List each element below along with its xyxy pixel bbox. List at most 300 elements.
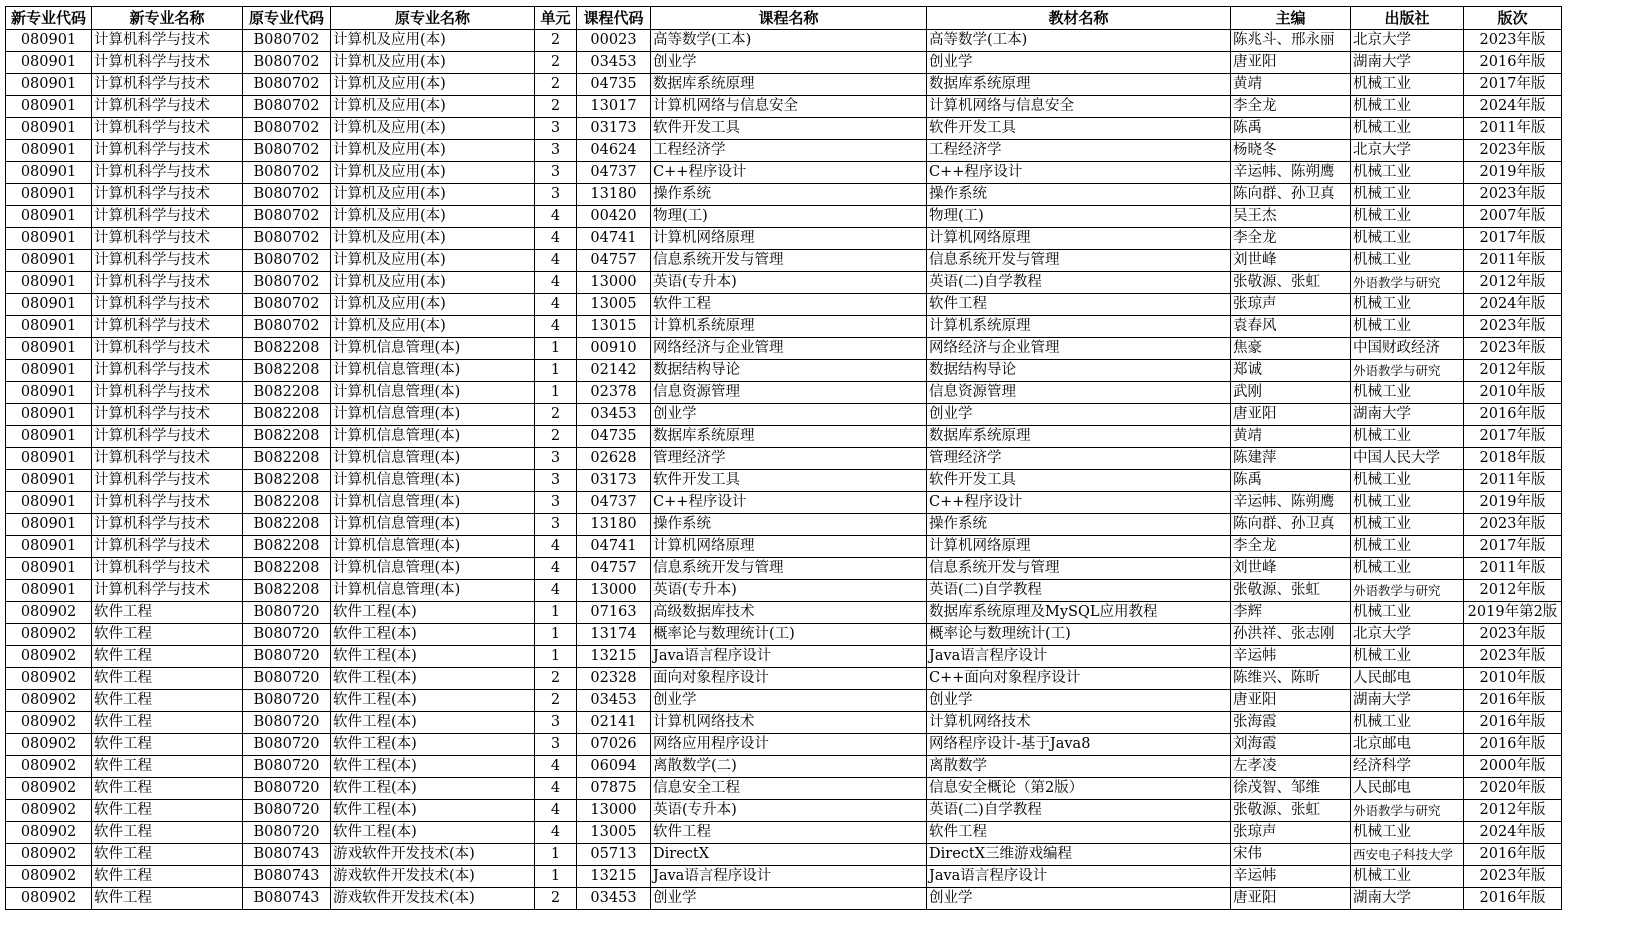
cell-course-code: 02628 xyxy=(577,448,651,470)
cell-old-major-name: 计算机信息管理(本) xyxy=(331,558,535,580)
cell-unit: 4 xyxy=(535,800,577,822)
cell-unit: 4 xyxy=(535,778,577,800)
table-row xyxy=(6,52,1562,74)
cell-unit: 4 xyxy=(535,756,577,778)
cell-publisher: 北京邮电 xyxy=(1351,734,1464,756)
table-row xyxy=(6,514,1562,536)
cell-new-major-name: 软件工程 xyxy=(92,690,243,712)
cell-unit: 2 xyxy=(535,52,577,74)
cell-unit: 3 xyxy=(535,734,577,756)
cell-textbook-name: 软件工程 xyxy=(927,294,1231,316)
cell-old-major-code: B080720 xyxy=(243,690,331,712)
cell-old-major-code: B082208 xyxy=(243,470,331,492)
table-row xyxy=(6,316,1562,338)
cell-course-name: 管理经济学 xyxy=(651,448,927,470)
table-row xyxy=(6,602,1562,624)
cell-old-major-code: B080743 xyxy=(243,866,331,888)
cell-new-major-code: 080901 xyxy=(6,228,92,250)
cell-course-name: 网络经济与企业管理 xyxy=(651,338,927,360)
cell-course-name: 面向对象程序设计 xyxy=(651,668,927,690)
table-row xyxy=(6,690,1562,712)
cell-new-major-code: 080901 xyxy=(6,30,92,52)
cell-textbook-name: 创业学 xyxy=(927,52,1231,74)
cell-course-name: 计算机网络原理 xyxy=(651,228,927,250)
cell-new-major-name: 计算机科学与技术 xyxy=(92,52,243,74)
cell-edition: 2007年版 xyxy=(1464,206,1562,228)
header-course-code: 课程代码 xyxy=(577,7,651,30)
cell-publisher: 西安电子科技大学 xyxy=(1351,844,1464,866)
cell-old-major-name: 软件工程(本) xyxy=(331,712,535,734)
cell-old-major-name: 游戏软件开发技术(本) xyxy=(331,866,535,888)
table-row xyxy=(6,272,1562,294)
cell-textbook-name: 计算机网络技术 xyxy=(927,712,1231,734)
cell-course-code: 13180 xyxy=(577,514,651,536)
cell-publisher: 机械工业 xyxy=(1351,228,1464,250)
cell-new-major-name: 计算机科学与技术 xyxy=(92,184,243,206)
cell-old-major-code: B080702 xyxy=(243,74,331,96)
cell-course-name: 操作系统 xyxy=(651,184,927,206)
cell-new-major-name: 计算机科学与技术 xyxy=(92,536,243,558)
cell-course-code: 07875 xyxy=(577,778,651,800)
cell-unit: 3 xyxy=(535,448,577,470)
cell-new-major-name: 计算机科学与技术 xyxy=(92,448,243,470)
table-row xyxy=(6,162,1562,184)
cell-new-major-code: 080901 xyxy=(6,470,92,492)
cell-old-major-name: 计算机及应用(本) xyxy=(331,74,535,96)
cell-old-major-code: B080720 xyxy=(243,602,331,624)
table-row xyxy=(6,470,1562,492)
cell-course-code: 00910 xyxy=(577,338,651,360)
cell-new-major-code: 080902 xyxy=(6,822,92,844)
cell-old-major-name: 计算机及应用(本) xyxy=(331,184,535,206)
cell-edition: 2016年版 xyxy=(1464,690,1562,712)
cell-old-major-name: 软件工程(本) xyxy=(331,668,535,690)
header-publisher: 出版社 xyxy=(1351,7,1464,30)
cell-editor: 唐亚阳 xyxy=(1231,690,1351,712)
cell-editor: 宋伟 xyxy=(1231,844,1351,866)
cell-new-major-name: 计算机科学与技术 xyxy=(92,426,243,448)
cell-course-code: 03173 xyxy=(577,470,651,492)
cell-course-name: 创业学 xyxy=(651,52,927,74)
cell-editor: 辛运帏 xyxy=(1231,646,1351,668)
cell-course-code: 03453 xyxy=(577,52,651,74)
cell-textbook-name: 概率论与数理统计(工) xyxy=(927,624,1231,646)
cell-publisher: 机械工业 xyxy=(1351,646,1464,668)
cell-editor: 张敬源、张虹 xyxy=(1231,272,1351,294)
cell-course-name: C++程序设计 xyxy=(651,162,927,184)
table-row xyxy=(6,228,1562,250)
cell-course-name: Java语言程序设计 xyxy=(651,866,927,888)
cell-new-major-code: 080902 xyxy=(6,756,92,778)
cell-new-major-name: 计算机科学与技术 xyxy=(92,514,243,536)
cell-edition: 2023年版 xyxy=(1464,338,1562,360)
cell-unit: 3 xyxy=(535,162,577,184)
cell-editor: 陈禹 xyxy=(1231,118,1351,140)
cell-old-major-name: 计算机信息管理(本) xyxy=(331,360,535,382)
cell-old-major-code: B080720 xyxy=(243,668,331,690)
cell-course-code: 13174 xyxy=(577,624,651,646)
table-row xyxy=(6,646,1562,668)
cell-editor: 刘世峰 xyxy=(1231,558,1351,580)
cell-new-major-name: 软件工程 xyxy=(92,712,243,734)
table-row xyxy=(6,30,1562,52)
cell-old-major-code: B082208 xyxy=(243,382,331,404)
cell-new-major-code: 080901 xyxy=(6,492,92,514)
cell-new-major-name: 软件工程 xyxy=(92,844,243,866)
cell-editor: 孙洪祥、张志刚 xyxy=(1231,624,1351,646)
cell-editor: 唐亚阳 xyxy=(1231,52,1351,74)
cell-new-major-name: 计算机科学与技术 xyxy=(92,74,243,96)
cell-new-major-code: 080902 xyxy=(6,624,92,646)
cell-edition: 2023年版 xyxy=(1464,866,1562,888)
cell-editor: 李全龙 xyxy=(1231,96,1351,118)
cell-old-major-name: 计算机及应用(本) xyxy=(331,140,535,162)
cell-old-major-name: 软件工程(本) xyxy=(331,734,535,756)
cell-editor: 焦豪 xyxy=(1231,338,1351,360)
cell-course-name: 信息安全工程 xyxy=(651,778,927,800)
cell-editor: 陈维兴、陈昕 xyxy=(1231,668,1351,690)
cell-edition: 2016年版 xyxy=(1464,888,1562,910)
cell-edition: 2010年版 xyxy=(1464,668,1562,690)
cell-unit: 2 xyxy=(535,668,577,690)
cell-course-code: 03453 xyxy=(577,888,651,910)
cell-textbook-name: 计算机网络原理 xyxy=(927,228,1231,250)
cell-edition: 2012年版 xyxy=(1464,272,1562,294)
cell-textbook-name: 离散数学 xyxy=(927,756,1231,778)
cell-new-major-name: 计算机科学与技术 xyxy=(92,580,243,602)
table-row xyxy=(6,734,1562,756)
cell-publisher: 湖南大学 xyxy=(1351,404,1464,426)
cell-course-code: 02328 xyxy=(577,668,651,690)
cell-unit: 2 xyxy=(535,74,577,96)
cell-editor: 左孝凌 xyxy=(1231,756,1351,778)
header-edition: 版次 xyxy=(1464,7,1562,30)
cell-editor: 李全龙 xyxy=(1231,536,1351,558)
table-row xyxy=(6,206,1562,228)
cell-course-code: 04735 xyxy=(577,426,651,448)
cell-unit: 2 xyxy=(535,888,577,910)
cell-course-code: 04737 xyxy=(577,492,651,514)
cell-old-major-name: 计算机信息管理(本) xyxy=(331,338,535,360)
cell-publisher: 湖南大学 xyxy=(1351,52,1464,74)
cell-editor: 杨晓冬 xyxy=(1231,140,1351,162)
cell-course-code: 06094 xyxy=(577,756,651,778)
cell-course-code: 13215 xyxy=(577,646,651,668)
cell-new-major-name: 软件工程 xyxy=(92,866,243,888)
cell-course-name: 高等数学(工本) xyxy=(651,30,927,52)
cell-publisher: 外语教学与研究 xyxy=(1351,360,1464,382)
cell-publisher: 机械工业 xyxy=(1351,470,1464,492)
cell-new-major-code: 080902 xyxy=(6,712,92,734)
table-row xyxy=(6,404,1562,426)
cell-old-major-code: B080702 xyxy=(243,250,331,272)
cell-edition: 2012年版 xyxy=(1464,800,1562,822)
cell-new-major-name: 计算机科学与技术 xyxy=(92,316,243,338)
cell-old-major-code: B080720 xyxy=(243,800,331,822)
cell-unit: 2 xyxy=(535,96,577,118)
cell-publisher: 机械工业 xyxy=(1351,206,1464,228)
cell-edition: 2016年版 xyxy=(1464,52,1562,74)
cell-new-major-code: 080902 xyxy=(6,690,92,712)
cell-editor: 吴王杰 xyxy=(1231,206,1351,228)
cell-editor: 李辉 xyxy=(1231,602,1351,624)
cell-course-name: 软件工程 xyxy=(651,294,927,316)
cell-editor: 陈建萍 xyxy=(1231,448,1351,470)
cell-textbook-name: 创业学 xyxy=(927,888,1231,910)
cell-edition: 2023年版 xyxy=(1464,30,1562,52)
cell-course-name: 英语(专升本) xyxy=(651,580,927,602)
cell-textbook-name: 工程经济学 xyxy=(927,140,1231,162)
cell-edition: 2017年版 xyxy=(1464,228,1562,250)
cell-new-major-code: 080902 xyxy=(6,888,92,910)
cell-editor: 刘海霞 xyxy=(1231,734,1351,756)
table-row xyxy=(6,184,1562,206)
table-row xyxy=(6,624,1562,646)
cell-unit: 3 xyxy=(535,118,577,140)
header-new-major-code: 新专业代码 xyxy=(6,7,92,30)
cell-publisher: 机械工业 xyxy=(1351,492,1464,514)
cell-editor: 唐亚阳 xyxy=(1231,404,1351,426)
table-row xyxy=(6,74,1562,96)
header-textbook-name: 教材名称 xyxy=(927,7,1231,30)
cell-new-major-name: 计算机科学与技术 xyxy=(92,272,243,294)
cell-unit: 2 xyxy=(535,404,577,426)
cell-course-code: 04757 xyxy=(577,558,651,580)
cell-edition: 2018年版 xyxy=(1464,448,1562,470)
cell-new-major-name: 计算机科学与技术 xyxy=(92,96,243,118)
cell-new-major-code: 080901 xyxy=(6,74,92,96)
cell-textbook-name: 英语(二)自学教程 xyxy=(927,580,1231,602)
cell-editor: 武刚 xyxy=(1231,382,1351,404)
cell-old-major-name: 软件工程(本) xyxy=(331,602,535,624)
cell-new-major-code: 080901 xyxy=(6,338,92,360)
cell-old-major-name: 计算机及应用(本) xyxy=(331,52,535,74)
cell-publisher: 机械工业 xyxy=(1351,316,1464,338)
cell-unit: 4 xyxy=(535,294,577,316)
cell-editor: 张海霞 xyxy=(1231,712,1351,734)
cell-unit: 1 xyxy=(535,382,577,404)
cell-course-code: 07026 xyxy=(577,734,651,756)
cell-new-major-name: 软件工程 xyxy=(92,800,243,822)
cell-new-major-code: 080901 xyxy=(6,162,92,184)
cell-textbook-name: 英语(二)自学教程 xyxy=(927,800,1231,822)
cell-course-name: 计算机网络技术 xyxy=(651,712,927,734)
cell-publisher: 机械工业 xyxy=(1351,822,1464,844)
cell-textbook-name: Java语言程序设计 xyxy=(927,866,1231,888)
cell-publisher: 机械工业 xyxy=(1351,382,1464,404)
cell-new-major-name: 软件工程 xyxy=(92,888,243,910)
table-row xyxy=(6,778,1562,800)
cell-unit: 1 xyxy=(535,624,577,646)
table-row xyxy=(6,250,1562,272)
cell-old-major-code: B080720 xyxy=(243,734,331,756)
cell-course-name: 英语(专升本) xyxy=(651,800,927,822)
cell-course-name: 软件开发工具 xyxy=(651,118,927,140)
cell-old-major-name: 计算机信息管理(本) xyxy=(331,382,535,404)
cell-old-major-name: 计算机及应用(本) xyxy=(331,228,535,250)
cell-old-major-code: B080702 xyxy=(243,118,331,140)
cell-course-name: 计算机网络与信息安全 xyxy=(651,96,927,118)
textbook-table xyxy=(5,6,1562,910)
cell-new-major-name: 软件工程 xyxy=(92,624,243,646)
cell-course-name: 物理(工) xyxy=(651,206,927,228)
header-row xyxy=(6,7,1562,30)
table-row xyxy=(6,118,1562,140)
cell-course-name: 创业学 xyxy=(651,690,927,712)
cell-course-name: 信息资源管理 xyxy=(651,382,927,404)
cell-textbook-name: DirectX三维游戏编程 xyxy=(927,844,1231,866)
cell-publisher: 机械工业 xyxy=(1351,74,1464,96)
cell-edition: 2019年第2版 xyxy=(1464,602,1562,624)
cell-editor: 徐茂智、邹维 xyxy=(1231,778,1351,800)
cell-new-major-code: 080902 xyxy=(6,844,92,866)
cell-publisher: 机械工业 xyxy=(1351,712,1464,734)
cell-course-code: 04624 xyxy=(577,140,651,162)
cell-course-name: 创业学 xyxy=(651,404,927,426)
cell-edition: 2012年版 xyxy=(1464,360,1562,382)
cell-new-major-name: 软件工程 xyxy=(92,668,243,690)
cell-unit: 4 xyxy=(535,316,577,338)
cell-textbook-name: 信息系统开发与管理 xyxy=(927,250,1231,272)
cell-course-code: 02142 xyxy=(577,360,651,382)
cell-new-major-code: 080902 xyxy=(6,668,92,690)
cell-textbook-name: 信息安全概论（第2版） xyxy=(927,778,1231,800)
cell-old-major-code: B080702 xyxy=(243,52,331,74)
cell-unit: 3 xyxy=(535,712,577,734)
cell-unit: 3 xyxy=(535,492,577,514)
cell-edition: 2023年版 xyxy=(1464,624,1562,646)
cell-publisher: 机械工业 xyxy=(1351,162,1464,184)
cell-editor: 陈向群、孙卫真 xyxy=(1231,514,1351,536)
table-row xyxy=(6,800,1562,822)
cell-textbook-name: 创业学 xyxy=(927,404,1231,426)
cell-course-name: 离散数学(二) xyxy=(651,756,927,778)
cell-edition: 2011年版 xyxy=(1464,118,1562,140)
table-row xyxy=(6,426,1562,448)
cell-publisher: 北京大学 xyxy=(1351,140,1464,162)
cell-edition: 2011年版 xyxy=(1464,558,1562,580)
cell-old-major-name: 计算机及应用(本) xyxy=(331,118,535,140)
cell-new-major-code: 080901 xyxy=(6,294,92,316)
cell-new-major-code: 080901 xyxy=(6,426,92,448)
cell-textbook-name: 操作系统 xyxy=(927,514,1231,536)
cell-edition: 2023年版 xyxy=(1464,316,1562,338)
cell-course-code: 13015 xyxy=(577,316,651,338)
cell-old-major-name: 软件工程(本) xyxy=(331,800,535,822)
cell-textbook-name: C++程序设计 xyxy=(927,492,1231,514)
cell-edition: 2012年版 xyxy=(1464,580,1562,602)
cell-publisher: 机械工业 xyxy=(1351,96,1464,118)
cell-old-major-code: B082208 xyxy=(243,536,331,558)
cell-textbook-name: 操作系统 xyxy=(927,184,1231,206)
cell-old-major-name: 计算机及应用(本) xyxy=(331,272,535,294)
cell-publisher: 机械工业 xyxy=(1351,558,1464,580)
cell-publisher: 外语教学与研究 xyxy=(1351,800,1464,822)
cell-course-name: 网络应用程序设计 xyxy=(651,734,927,756)
cell-new-major-name: 软件工程 xyxy=(92,778,243,800)
cell-old-major-code: B082208 xyxy=(243,514,331,536)
cell-new-major-code: 080901 xyxy=(6,382,92,404)
table-row xyxy=(6,558,1562,580)
cell-old-major-code: B080702 xyxy=(243,228,331,250)
cell-unit: 1 xyxy=(535,602,577,624)
cell-course-name: 概率论与数理统计(工) xyxy=(651,624,927,646)
cell-course-name: 信息系统开发与管理 xyxy=(651,250,927,272)
cell-new-major-code: 080901 xyxy=(6,206,92,228)
cell-unit: 3 xyxy=(535,184,577,206)
cell-new-major-name: 计算机科学与技术 xyxy=(92,382,243,404)
cell-textbook-name: 软件开发工具 xyxy=(927,118,1231,140)
cell-course-code: 13215 xyxy=(577,866,651,888)
cell-textbook-name: 数据库系统原理及MySQL应用教程 xyxy=(927,602,1231,624)
cell-old-major-name: 软件工程(本) xyxy=(331,822,535,844)
cell-new-major-code: 080902 xyxy=(6,800,92,822)
cell-unit: 1 xyxy=(535,338,577,360)
cell-publisher: 经济科学 xyxy=(1351,756,1464,778)
cell-new-major-name: 计算机科学与技术 xyxy=(92,206,243,228)
header-unit: 单元 xyxy=(535,7,577,30)
cell-unit: 1 xyxy=(535,866,577,888)
cell-publisher: 外语教学与研究 xyxy=(1351,580,1464,602)
table-header xyxy=(6,7,1562,30)
cell-publisher: 湖南大学 xyxy=(1351,888,1464,910)
cell-unit: 3 xyxy=(535,514,577,536)
cell-edition: 2020年版 xyxy=(1464,778,1562,800)
cell-textbook-name: 数据结构导论 xyxy=(927,360,1231,382)
cell-new-major-name: 计算机科学与技术 xyxy=(92,30,243,52)
header-old-major-code: 原专业代码 xyxy=(243,7,331,30)
cell-textbook-name: C++面向对象程序设计 xyxy=(927,668,1231,690)
cell-publisher: 机械工业 xyxy=(1351,426,1464,448)
cell-editor: 辛运帏 xyxy=(1231,866,1351,888)
cell-edition: 2017年版 xyxy=(1464,74,1562,96)
cell-old-major-code: B080702 xyxy=(243,206,331,228)
cell-publisher: 中国财政经济 xyxy=(1351,338,1464,360)
cell-course-code: 05713 xyxy=(577,844,651,866)
table-row xyxy=(6,492,1562,514)
table-row xyxy=(6,536,1562,558)
cell-unit: 4 xyxy=(535,250,577,272)
cell-new-major-name: 计算机科学与技术 xyxy=(92,228,243,250)
cell-textbook-name: 信息资源管理 xyxy=(927,382,1231,404)
table-row xyxy=(6,140,1562,162)
cell-old-major-name: 软件工程(本) xyxy=(331,624,535,646)
cell-course-code: 13000 xyxy=(577,580,651,602)
cell-course-name: 高级数据库技术 xyxy=(651,602,927,624)
cell-new-major-code: 080901 xyxy=(6,184,92,206)
cell-unit: 3 xyxy=(535,470,577,492)
cell-unit: 4 xyxy=(535,536,577,558)
cell-new-major-code: 080901 xyxy=(6,52,92,74)
cell-editor: 张敬源、张虹 xyxy=(1231,800,1351,822)
cell-edition: 2016年版 xyxy=(1464,844,1562,866)
cell-new-major-code: 080901 xyxy=(6,448,92,470)
cell-editor: 刘世峰 xyxy=(1231,250,1351,272)
cell-new-major-name: 计算机科学与技术 xyxy=(92,558,243,580)
cell-editor: 陈向群、孙卫真 xyxy=(1231,184,1351,206)
cell-new-major-code: 080901 xyxy=(6,514,92,536)
cell-edition: 2010年版 xyxy=(1464,382,1562,404)
cell-old-major-name: 计算机及应用(本) xyxy=(331,96,535,118)
cell-course-name: 操作系统 xyxy=(651,514,927,536)
cell-new-major-code: 080902 xyxy=(6,866,92,888)
cell-old-major-code: B082208 xyxy=(243,558,331,580)
table-row xyxy=(6,96,1562,118)
cell-course-code: 13005 xyxy=(577,294,651,316)
cell-textbook-name: 管理经济学 xyxy=(927,448,1231,470)
cell-course-name: 计算机网络原理 xyxy=(651,536,927,558)
cell-old-major-code: B080702 xyxy=(243,294,331,316)
